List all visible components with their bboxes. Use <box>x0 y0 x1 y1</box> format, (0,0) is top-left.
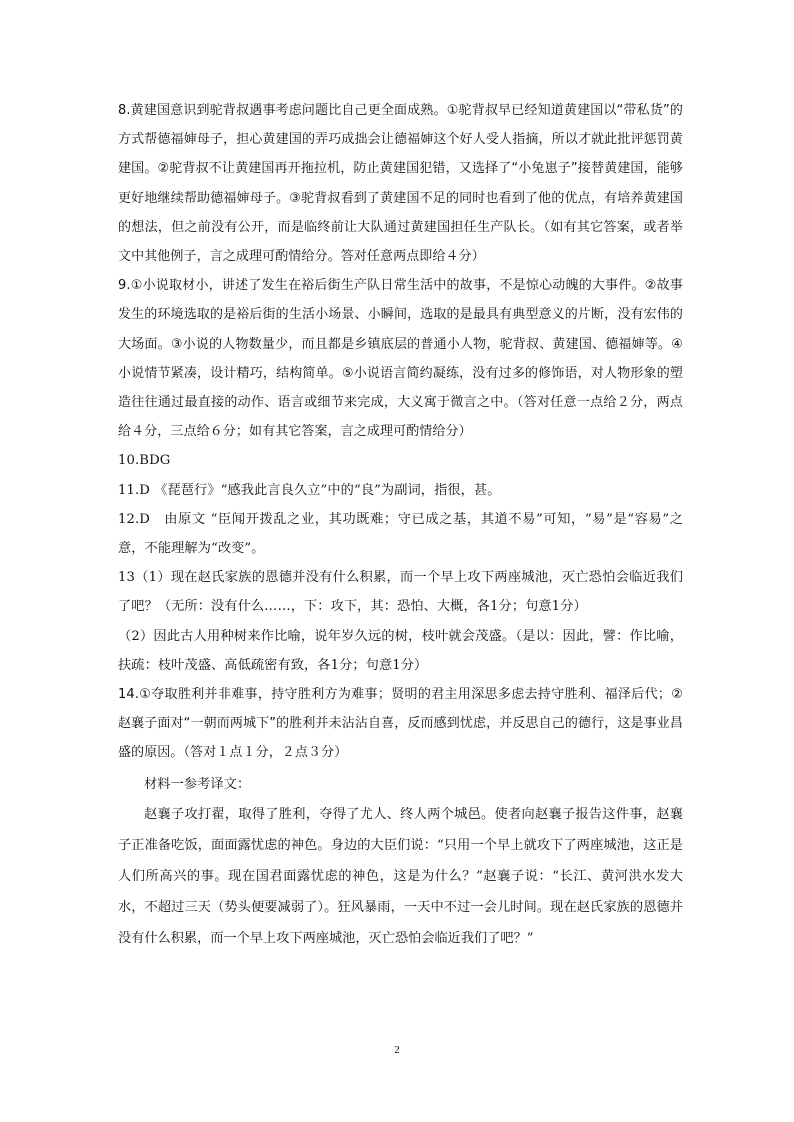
document-content <box>118 96 683 954</box>
answer-13-part-2: （2）因此古人用种树来作比喻，说年岁久远的树，枝叶就会茂盛。（是以：因此，譬：作比喻，扶疏：枝叶茂盛、高低疏密有致，各1分；句意1分） <box>118 628 683 673</box>
answer-9: 9.①小说取材小，讲述了发生在裕后街生产队日常生活中的故事，不是惊心动魄的大事件。②故事发生的环境选取的是裕后街的生活小场景、小瞬间，选取的是最具有典型意义的片断，没有宏伟的大场面。③小说的人物数量少，而且都是乡镇底层的普通小人物，驼背叔、黄建国、德福婶等。④小说情节紧凑，设计精巧，结构简单。⑤小说语言简约凝练，没有过多的修饰语，对人物形象的塑造往往通过最直接的动作、语言或细节来完成，大义寓于微言之中。（答对任意一点给２分，两点给４分，三点给６分；如有其它答案，言之成理可酌情给分） <box>118 278 683 440</box>
answer-13-part-1: 13（1）现在赵氏家族的恩德并没有什么积累，而一个早上攻下两座城池，灭亡恐怕会临近我们了吧？（无所：没有什么……，下：攻下，其：恐怕、大概，各1分；句意1分） <box>118 570 683 615</box>
translation-body: 赵襄子攻打翟，取得了胜利，夺得了尤人、终人两个城邑。使者向赵襄子报告这件事，赵襄子正准备吃饭，面面露忧虑的神色。身边的大臣们说：“只用一个早上就攻下了两座城池，这正是人们所高兴的事。现在国君面露忧虑的神色，这是为什么？”赵襄子说：“长江、黄河洪水发大水，不超过三天（势头便要减弱了）。狂风暴雨，一天中不过一会儿时间。现在赵氏家族的恩德并没有什么积累，而一个早上攻下两座城池，灭亡恐怕会临近我们了吧？” <box>118 806 683 946</box>
answer-10: 10.BDG <box>118 453 171 469</box>
answer-14: 14.①夺取胜利并非难事，持守胜利方为难事；贤明的君主用深思多虑去持守胜利、福泽后代；②赵襄子面对“一朝而两城下”的胜利并未沾沾自喜，反而感到忧虑，并反思自己的德行，这是事业昌盛的原因。（答对１点１分，２点３分） <box>118 687 683 761</box>
translation-heading: 材料一参考译文： <box>144 776 251 792</box>
answer-8: 8.黄建国意识到驼背叔遇事考虑问题比自己更全面成熟。①驼背叔早已经知道黄建国以“带私货”的方式帮德福婶母子，担心黄建国的弄巧成拙会让德福婶这个好人受人指摘，所以才就此批评惩罚黄建国。②驼背叔不让黄建国再开拖拉机，防止黄建国犯错，又选择了“小兔崽子”接替黄建国，能够更好地继续帮助德福婶母子。③驼背叔看到了黄建国不足的同时也看到了他的优点，有培养黄建国的想法，但之前没有公开，而是临终前让大队通过黄建国担任生产队长。（如有其它答案，或者举文中其他例子，言之成理可酌情给分。答对任意两点即给４分） <box>118 103 683 265</box>
answer-12: 12.D 由原文 “臣闻开拨乱之业，其功既难；守已成之基，其道不易”可知，“易”是“容易”之意，不能理解为“改变”。 <box>118 511 683 557</box>
answer-11: 11.D 《琵琶行》“感我此言良久立”中的“良”为副词，指很，甚。 <box>118 482 501 498</box>
page-number: 2 <box>394 1044 400 1056</box>
